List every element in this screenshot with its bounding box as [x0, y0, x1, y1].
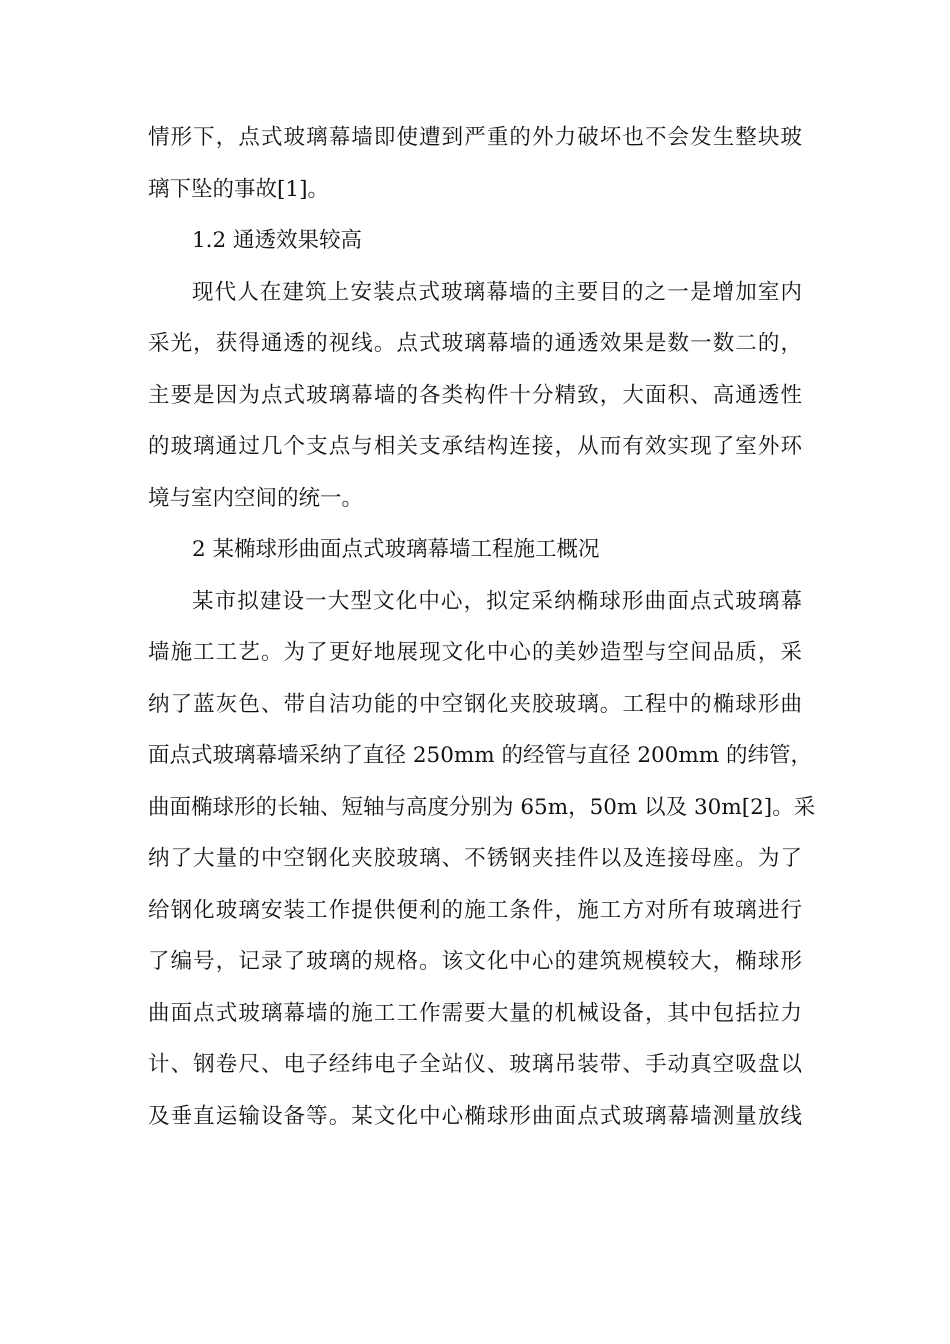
- text-line: 给钢化玻璃安装工作提供便利的施工条件，施工方对所有玻璃进行: [148, 897, 802, 923]
- text-line: 了编号，记录了玻璃的规格。该文化中心的建筑规模较大，椭球形: [148, 949, 802, 974]
- text-line: 采光，获得通透的视线。点式玻璃幕墙的通透效果是数一数二的，: [148, 331, 802, 356]
- text-line: 纳了蓝灰色、带自洁功能的中空钢化夹胶玻璃。工程中的椭球形曲: [148, 691, 802, 717]
- text-line: 面点式玻璃幕墙采纳了直径 250mm 的经管与直径 200mm 的纬管，: [148, 743, 812, 768]
- text-line: 曲面椭球形的长轴、短轴与高度分别为 65m，50m 以及 30m[2]。采: [148, 794, 816, 820]
- section-heading: 2 某椭球形曲面点式玻璃幕墙工程施工概况: [192, 537, 600, 562]
- text-line: 情形下，点式玻璃幕墙即使遭到严重的外力破坏也不会发生整块玻: [148, 125, 802, 150]
- text-line: 璃下坠的事故[1]。: [148, 176, 329, 202]
- text-line: 计、钢卷尺、电子经纬电子全站仪、玻璃吊装带、手动真空吸盘以: [148, 1052, 802, 1077]
- text-line: 主要是因为点式玻璃幕墙的各类构件十分精致，大面积、高通透性: [148, 382, 802, 408]
- text-line: 的玻璃通过几个支点与相关支承结构连接，从而有效实现了室外环: [148, 434, 802, 459]
- text-line: 境与室内空间的统一。: [148, 485, 364, 511]
- text-line: 某市拟建设一大型文化中心，拟定采纳椭球形曲面点式玻璃幕: [192, 588, 802, 614]
- text-line: 及垂直运输设备等。某文化中心椭球形曲面点式玻璃幕墙测量放线: [148, 1103, 802, 1129]
- text-line: 曲面点式玻璃幕墙的施工工作需要大量的机械设备，其中包括拉力: [148, 1000, 802, 1026]
- section-heading: 1.2 通透效果较高: [192, 228, 363, 253]
- text-line: 墙施工工艺。为了更好地展现文化中心的美妙造型与空间品质，采: [148, 640, 802, 665]
- document-page: [148, 112, 816, 1142]
- text-line: 纳了大量的中空钢化夹胶玻璃、不锈钢夹挂件以及连接母座。为了: [148, 846, 802, 871]
- text-line: 现代人在建筑上安装点式玻璃幕墙的主要目的之一是增加室内: [192, 279, 802, 305]
